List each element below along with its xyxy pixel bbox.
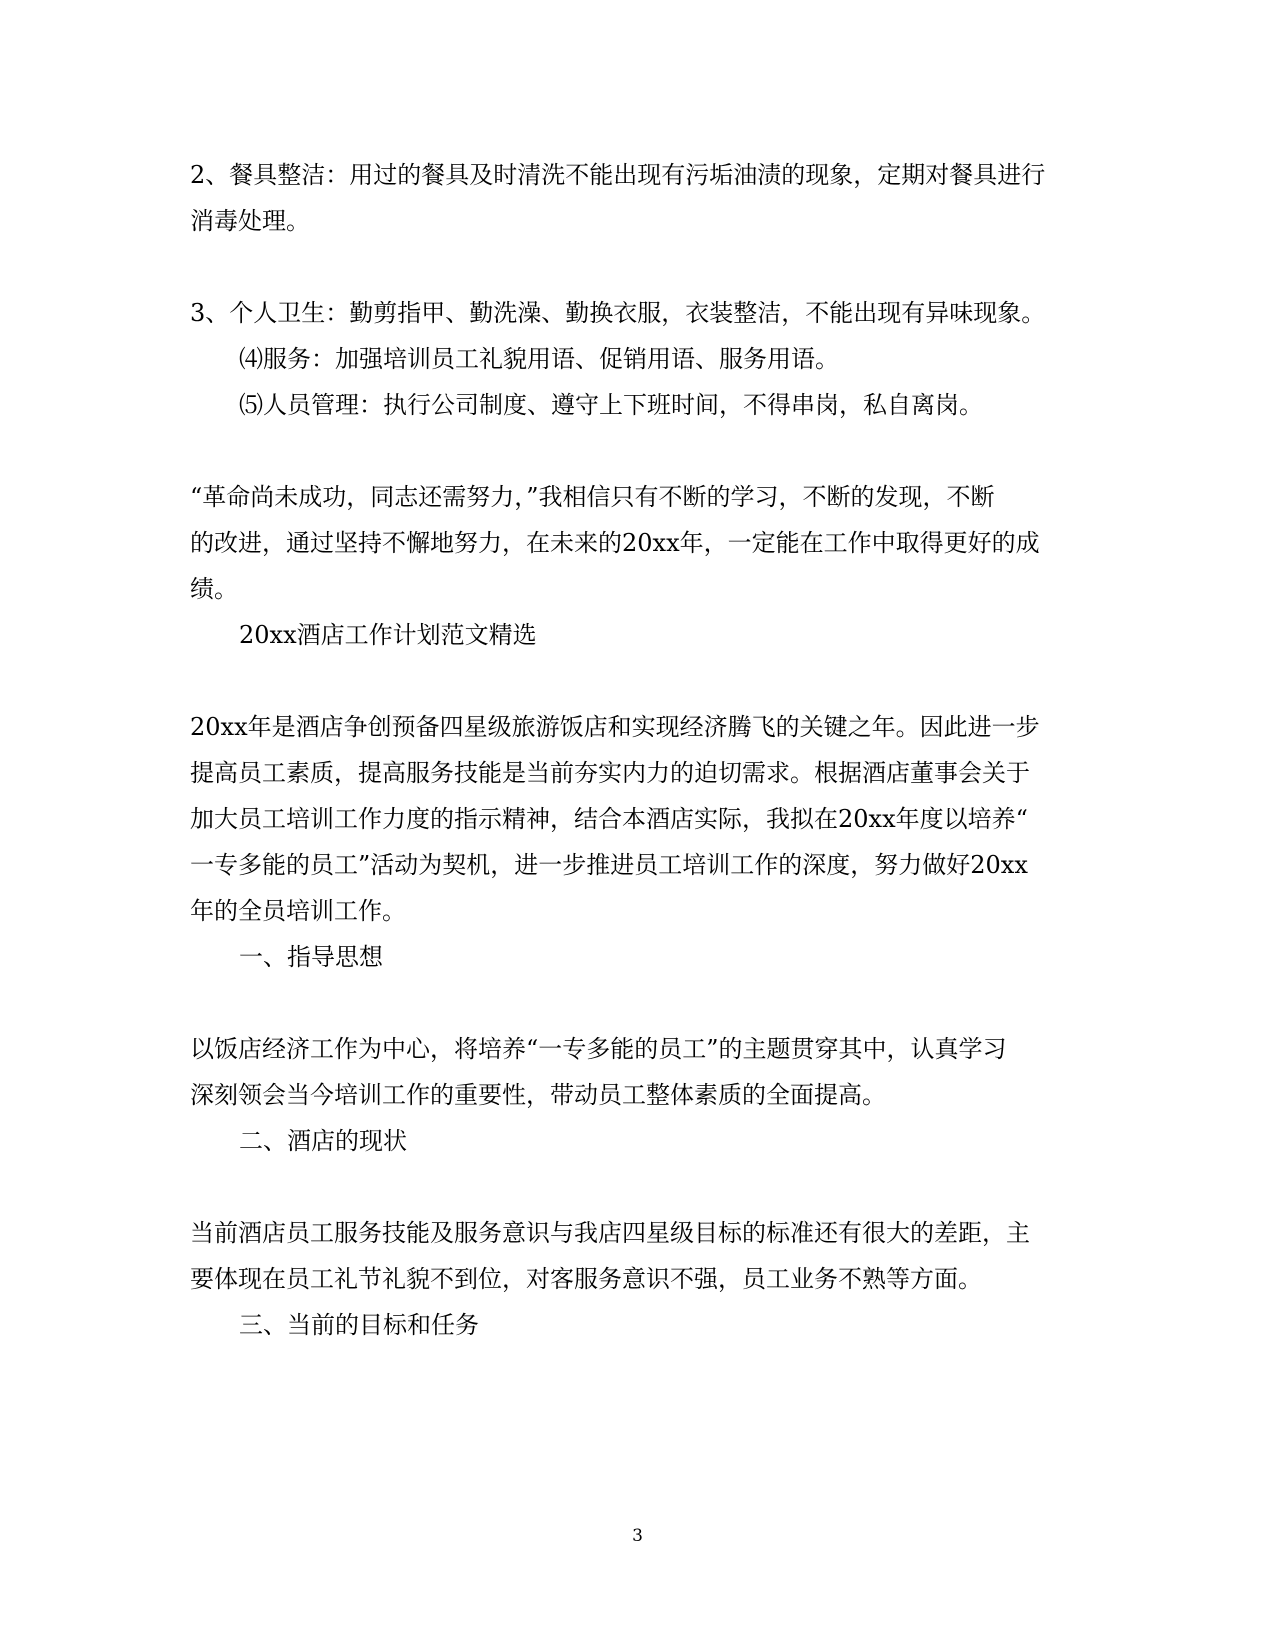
paragraph-line: 的改进，通过坚持不懈地努力，在未来的20xx年，一定能在工作中取得更好的成: [190, 529, 1040, 557]
paragraph-line: 加大员工培训工作力度的指示精神，结合本酒店实际，我拟在20xx年度以培养“: [190, 805, 1028, 833]
page-number: 3: [632, 1526, 643, 1546]
paragraph-line: 年的全员培训工作。: [190, 897, 406, 925]
paragraph-line: 3、个人卫生：勤剪指甲、勤洗澡、勤换衣服，衣装整洁，不能出现有异味现象。: [190, 299, 1046, 327]
paragraph-line: ⑸人员管理：执行公司制度、遵守上下班时间，不得串岗，私自离岗。: [239, 391, 983, 419]
paragraph-line: 要体现在员工礼节礼貌不到位，对客服务意识不强，员工业务不熟等方面。: [190, 1265, 982, 1293]
section-title: 20xx酒店工作计划范文精选: [239, 621, 537, 649]
paragraph-line: ⑷服务：加强培训员工礼貌用语、促销用语、服务用语。: [239, 345, 839, 373]
paragraph-line: 2、餐具整洁：用过的餐具及时清洗不能出现有污垢油渍的现象，定期对餐具进行: [190, 161, 1046, 189]
paragraph-line: 消毒处理。: [190, 207, 310, 235]
paragraph-line: 绩。: [190, 575, 238, 603]
paragraph-line: 一专多能的员工”活动为契机，进一步推进员工培训工作的深度，努力做好20xx: [190, 851, 1028, 879]
paragraph-line: 20xx年是酒店争创预备四星级旅游饭店和实现经济腾飞的关键之年。因此进一步: [190, 713, 1040, 741]
paragraph-line: 提高员工素质，提高服务技能是当前夯实内力的迫切需求。根据酒店董事会关于: [190, 759, 1030, 787]
section-heading: 一、指导思想: [239, 943, 383, 971]
paragraph-line: “革命尚未成功，同志还需努力，”我相信只有不断的学习，不断的发现，不断: [190, 483, 995, 511]
paragraph-line: 以饭店经济工作为中心，将培养“一专多能的员工”的主题贯穿其中，认真学习: [190, 1035, 1007, 1063]
section-heading: 三、当前的目标和任务: [239, 1311, 479, 1339]
section-heading: 二、酒店的现状: [239, 1127, 407, 1155]
paragraph-line: 深刻领会当今培训工作的重要性，带动员工整体素质的全面提高。: [190, 1081, 886, 1109]
paragraph-line: 当前酒店员工服务技能及服务意识与我店四星级目标的标准还有很大的差距，主: [190, 1219, 1030, 1247]
